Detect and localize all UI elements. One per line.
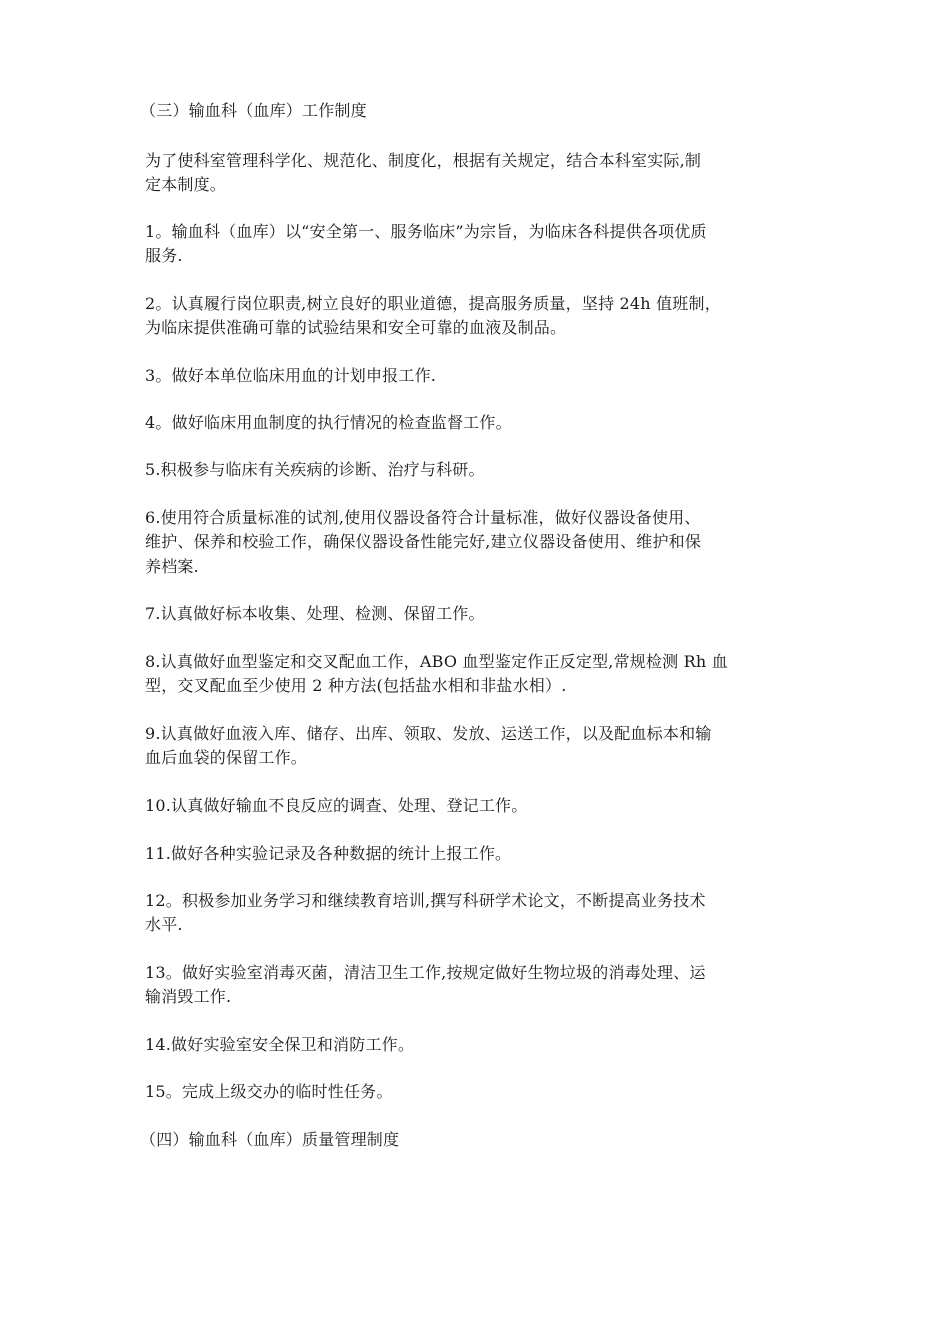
item-2-line-1: 2。认真履行岗位职责,树立良好的职业道德，提高服务质量，坚持 24h 值班制， [145, 294, 721, 313]
item-8-line-1: 8.认真做好血型鉴定和交叉配血工作，ABO 血型鉴定作正反定型,常规检测 Rh 血 [145, 652, 728, 671]
item-2-line-2: 为临床提供准确可靠的试验结果和安全可靠的血液及制品。 [145, 318, 567, 337]
item-10: 10.认真做好输血不良反应的调查、处理、登记工作。 [145, 796, 528, 815]
intro-line-1: 为了使科室管理科学化、规范化、制度化，根据有关规定，结合本科室实际,制 [145, 151, 702, 170]
item-15: 15。完成上级交办的临时性任务。 [145, 1082, 393, 1101]
section-title: （三）输血科（血库）工作制度 [140, 101, 367, 120]
next-section-title: （四）输血科（血库）质量管理制度 [140, 1130, 400, 1149]
item-7: 7.认真做好标本收集、处理、检测、保留工作。 [145, 604, 485, 623]
item-6-line-3: 养档案. [145, 557, 199, 576]
item-12-line-2: 水平. [145, 915, 183, 934]
intro-line-2: 定本制度。 [145, 175, 227, 194]
item-1-line-2: 服务. [145, 246, 183, 265]
item-9-line-2: 血后血袋的保留工作。 [145, 748, 308, 767]
item-6-line-1: 6.使用符合质量标准的试剂,使用仪器设备符合计量标准，做好仪器设备使用、 [145, 508, 701, 527]
item-6-line-2: 维护、保养和校验工作，确保仪器设备性能完好,建立仪器设备使用、维护和保 [145, 532, 702, 551]
item-5: 5.积极参与临床有关疾病的诊断、治疗与科研。 [145, 460, 485, 479]
item-8-line-2: 型，交叉配血至少使用 2 种方法(包括盐水相和非盐水相）. [145, 676, 567, 695]
item-13-line-1: 13。做好实验室消毒灭菌，清洁卫生工作,按规定做好生物垃圾的消毒处理、运 [145, 963, 706, 982]
item-4: 4。做好临床用血制度的执行情况的检查监督工作。 [145, 413, 512, 432]
item-3: 3。做好本单位临床用血的计划申报工作. [145, 366, 437, 385]
item-9-line-1: 9.认真做好血液入库、储存、出库、领取、发放、运送工作，以及配血标本和输 [145, 724, 712, 743]
item-1-line-1: 1。输血科（血库）以“安全第一、服务临床”为宗旨，为临床各科提供各项优质 [145, 222, 707, 241]
item-14: 14.做好实验室安全保卫和消防工作。 [145, 1035, 415, 1054]
item-11: 11.做好各种实验记录及各种数据的统计上报工作。 [145, 844, 512, 863]
item-12-line-1: 12。积极参加业务学习和继续教育培训,撰写科研学术论文，不断提高业务技术 [145, 891, 706, 910]
item-13-line-2: 输消毁工作. [145, 987, 232, 1006]
